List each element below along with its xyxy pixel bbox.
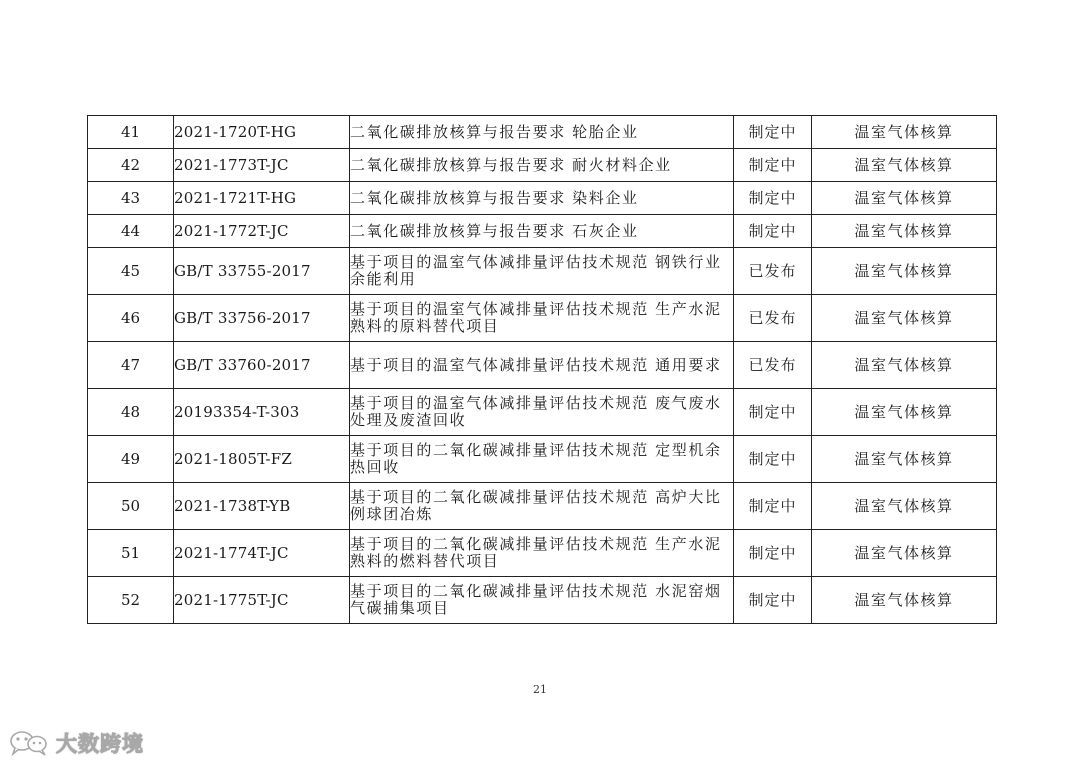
row-number: 43 [88,182,174,215]
standard-code: 2021-1774T-JC [174,530,350,577]
standard-category: 温室气体核算 [812,295,997,342]
standard-status: 制定中 [734,530,812,577]
standard-name: 基于项目的二氧化碳减排量评估技术规范 定型机余热回收 [350,436,734,483]
standard-category: 温室气体核算 [812,483,997,530]
standard-code: 2021-1721T-HG [174,182,350,215]
standard-status: 制定中 [734,389,812,436]
table-row [88,182,997,215]
wechat-logo-icon [8,729,50,757]
standard-category: 温室气体核算 [812,577,997,624]
standard-code: GB/T 33755-2017 [174,248,350,295]
table-row [88,577,997,624]
standard-status: 制定中 [734,483,812,530]
table-row [88,436,997,483]
table-row [88,483,997,530]
row-number: 42 [88,149,174,182]
standard-code: 20193354-T-303 [174,389,350,436]
standard-category: 温室气体核算 [812,215,997,248]
row-number: 44 [88,215,174,248]
standard-status: 已发布 [734,295,812,342]
table-row [88,342,997,389]
standard-code: GB/T 33760-2017 [174,342,350,389]
standard-name: 二氧化碳排放核算与报告要求 石灰企业 [350,215,734,248]
row-number: 41 [88,116,174,149]
standard-status: 制定中 [734,577,812,624]
standard-status: 制定中 [734,149,812,182]
standard-code: 2021-1720T-HG [174,116,350,149]
standard-name: 二氧化碳排放核算与报告要求 耐火材料企业 [350,149,734,182]
standard-category: 温室气体核算 [812,436,997,483]
standard-status: 制定中 [734,215,812,248]
standard-name: 基于项目的二氧化碳减排量评估技术规范 水泥窑烟气碳捕集项目 [350,577,734,624]
table-row [88,149,997,182]
standard-name: 基于项目的二氧化碳减排量评估技术规范 高炉大比例球团冶炼 [350,483,734,530]
table-row [88,530,997,577]
standard-code: GB/T 33756-2017 [174,295,350,342]
watermark-text: 大数跨境 [56,732,144,756]
row-number: 45 [88,248,174,295]
row-number: 51 [88,530,174,577]
standard-category: 温室气体核算 [812,182,997,215]
standard-category: 温室气体核算 [812,342,997,389]
watermark [8,728,144,758]
table-row [88,389,997,436]
table-row [88,215,997,248]
standard-category: 温室气体核算 [812,389,997,436]
standard-code: 2021-1772T-JC [174,215,350,248]
standard-name: 基于项目的二氧化碳减排量评估技术规范 生产水泥熟料的燃料替代项目 [350,530,734,577]
standard-status: 制定中 [734,436,812,483]
row-number: 46 [88,295,174,342]
row-number: 52 [88,577,174,624]
standard-code: 2021-1775T-JC [174,577,350,624]
standard-category: 温室气体核算 [812,149,997,182]
standard-code: 2021-1773T-JC [174,149,350,182]
table-row [88,295,997,342]
row-number: 50 [88,483,174,530]
standard-name: 基于项目的温室气体减排量评估技术规范 生产水泥熟料的原料替代项目 [350,295,734,342]
standard-name: 基于项目的温室气体减排量评估技术规范 废气废水处理及废渣回收 [350,389,734,436]
standard-code: 2021-1805T-FZ [174,436,350,483]
standards-table [87,115,997,624]
page-number: 21 [533,683,547,696]
standard-status: 已发布 [734,248,812,295]
table-row [88,248,997,295]
standard-category: 温室气体核算 [812,116,997,149]
standard-code: 2021-1738T-YB [174,483,350,530]
standard-name: 基于项目的温室气体减排量评估技术规范 通用要求 [350,342,734,389]
standard-category: 温室气体核算 [812,530,997,577]
standard-name: 基于项目的温室气体减排量评估技术规范 钢铁行业余能利用 [350,248,734,295]
standard-name: 二氧化碳排放核算与报告要求 染料企业 [350,182,734,215]
standard-name: 二氧化碳排放核算与报告要求 轮胎企业 [350,116,734,149]
standard-status: 制定中 [734,182,812,215]
standard-status: 制定中 [734,116,812,149]
standard-category: 温室气体核算 [812,248,997,295]
table-row [88,116,997,149]
row-number: 48 [88,389,174,436]
row-number: 49 [88,436,174,483]
standard-status: 已发布 [734,342,812,389]
row-number: 47 [88,342,174,389]
